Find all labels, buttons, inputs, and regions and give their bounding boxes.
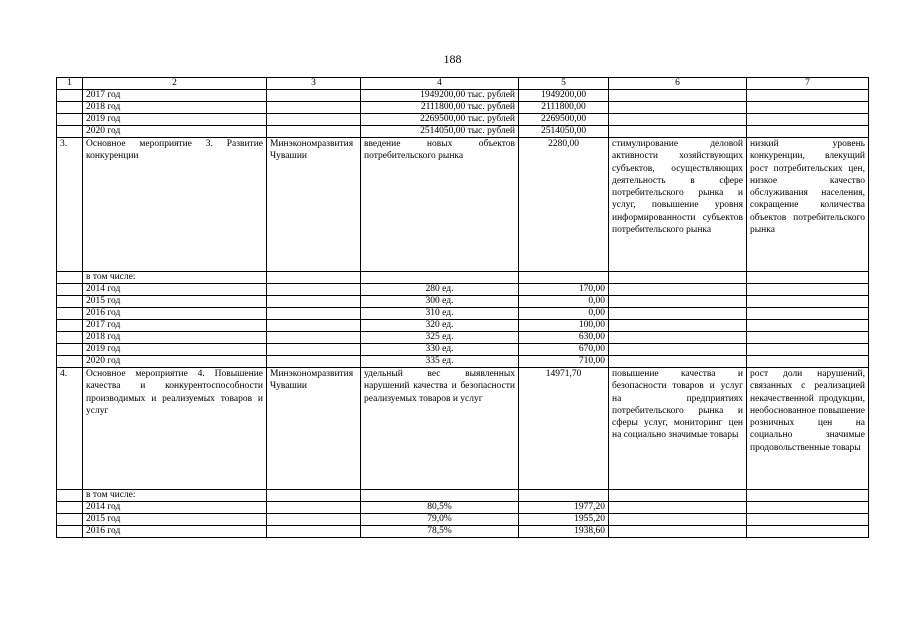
table-row: [57, 332, 869, 344]
event-amount: 2280,00: [519, 138, 609, 272]
target-cell: 300 ед.: [361, 296, 519, 308]
event-executor: Минэкономразвития Чувашии: [267, 368, 361, 490]
header-cell: 4: [361, 78, 519, 90]
amount-cell: 1977,20: [519, 502, 609, 514]
amount-cell: 1949200,00: [519, 90, 609, 102]
year-cell: 2017 год: [83, 320, 267, 332]
event-amount: 14971,70: [519, 368, 609, 490]
table-row: [57, 526, 869, 538]
table-row: [57, 308, 869, 320]
target-cell: 325 ед.: [361, 332, 519, 344]
year-cell: 2019 год: [83, 114, 267, 126]
year-cell: 2015 год: [83, 296, 267, 308]
amount-cell: 0,00: [519, 296, 609, 308]
including-label: в том числе:: [83, 272, 267, 284]
event-risks: рост доли нарушений, связанных с реализацией некачественной продукции, необоснованное повышение розничных цен на социально значимые продовольственные товары: [747, 368, 869, 490]
table-row: [57, 514, 869, 526]
amount-cell: 170,00: [519, 284, 609, 296]
table-row: [57, 114, 869, 126]
event-executor: Минэкономразвития Чувашии: [267, 138, 361, 272]
amount-cell: 670,00: [519, 344, 609, 356]
event-row: [57, 368, 869, 490]
event-row: [57, 138, 869, 272]
header-cell: 6: [609, 78, 747, 90]
event-risks: низкий уровень конкуренции, влекущий рост потребительских цен, низкое качество обслуживания населения, сокращение количества объектов потребительского рынка: [747, 138, 869, 272]
table-row: [57, 344, 869, 356]
header-row: [57, 78, 869, 90]
table-row: [57, 502, 869, 514]
including-label: в том числе:: [83, 490, 267, 502]
target-cell: 330 ед.: [361, 344, 519, 356]
year-cell: 2020 год: [83, 356, 267, 368]
target-cell: 310 ед.: [361, 308, 519, 320]
year-cell: 2018 год: [83, 102, 267, 114]
page-number: 188: [443, 52, 462, 66]
amount-cell: 100,00: [519, 320, 609, 332]
header-cell: 2: [83, 78, 267, 90]
table-row: [57, 102, 869, 114]
amount-cell: 2269500,00: [519, 114, 609, 126]
table-row: [57, 284, 869, 296]
amount-cell: 1955,20: [519, 514, 609, 526]
header-cell: 1: [57, 78, 83, 90]
event-number: 4.: [57, 368, 83, 490]
target-cell: 80,5%: [361, 502, 519, 514]
amount-cell: 710,00: [519, 356, 609, 368]
table-row: [57, 126, 869, 138]
year-cell: 2015 год: [83, 514, 267, 526]
table-row: [57, 90, 869, 102]
target-cell: 78,5%: [361, 526, 519, 538]
target-cell: 2111800,00 тыс. рублей: [361, 102, 519, 114]
event-result: стимулирование деловой активности хозяйствующих субъектов, осуществляющих деятельность в сфере потребительского рынка и услуг, повышение уровня информированности субъектов потребительского рынка: [609, 138, 747, 272]
amount-cell: 2111800,00: [519, 102, 609, 114]
table-row: [57, 490, 869, 502]
target-cell: 280 ед.: [361, 284, 519, 296]
amount-cell: 630,00: [519, 332, 609, 344]
event-indicator: введение новых объектов потребительского рынка: [361, 138, 519, 272]
table-row: [57, 320, 869, 332]
amount-cell: 1938,60: [519, 526, 609, 538]
target-cell: 1949200,00 тыс. рублей: [361, 90, 519, 102]
year-cell: 2014 год: [83, 502, 267, 514]
target-cell: 335 ед.: [361, 356, 519, 368]
year-cell: 2019 год: [83, 344, 267, 356]
event-result: повышение качества и безопасности товаров и услуг на предприятиях потребительского рынка и сферы услуг, мониторинг цен на социально значимые товары: [609, 368, 747, 490]
program-table: [56, 77, 869, 538]
year-cell: 2018 год: [83, 332, 267, 344]
event-title: Основное мероприятие 3. Развитие конкуренции: [83, 138, 267, 272]
table-row: [57, 356, 869, 368]
year-cell: 2020 год: [83, 126, 267, 138]
table-row: [57, 272, 869, 284]
year-cell: 2016 год: [83, 308, 267, 320]
year-cell: 2017 год: [83, 90, 267, 102]
event-number: 3.: [57, 138, 83, 272]
year-cell: 2016 год: [83, 526, 267, 538]
header-cell: 3: [267, 78, 361, 90]
target-cell: 2269500,00 тыс. рублей: [361, 114, 519, 126]
table-row: [57, 296, 869, 308]
target-cell: 2514050,00 тыс. рублей: [361, 126, 519, 138]
amount-cell: 2514050,00: [519, 126, 609, 138]
amount-cell: 0,00: [519, 308, 609, 320]
header-cell: 7: [747, 78, 869, 90]
year-cell: 2014 год: [83, 284, 267, 296]
event-indicator: удельный вес выявленных нарушений качества и безопасности реализуемых товаров и услуг: [361, 368, 519, 490]
header-cell: 5: [519, 78, 609, 90]
target-cell: 79,0%: [361, 514, 519, 526]
target-cell: 320 ед.: [361, 320, 519, 332]
event-title: Основное мероприятие 4. Повышение качества и конкурентоспособности производимых и реализуемых товаров и услуг: [83, 368, 267, 490]
